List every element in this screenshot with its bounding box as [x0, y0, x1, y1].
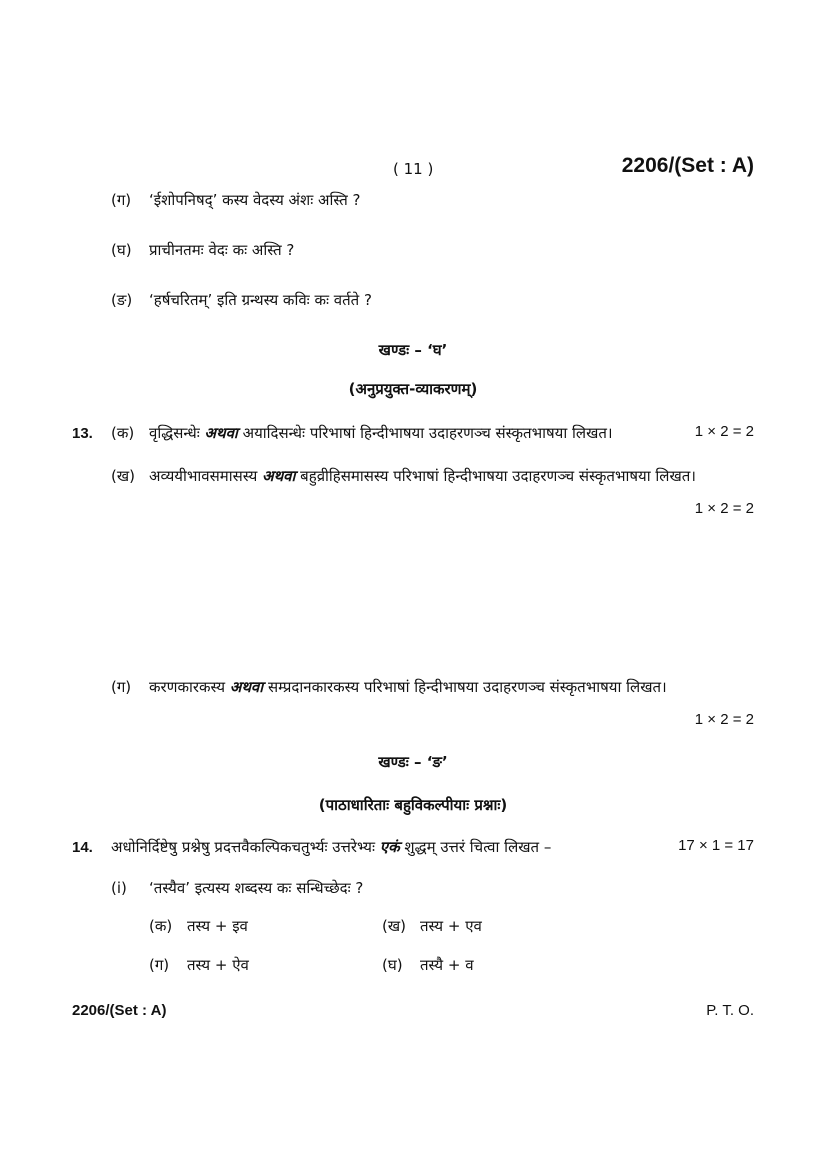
item-label: (ख): [111, 467, 135, 485]
option-label: (ख): [382, 917, 406, 935]
item-text-pre: वृद्धिसन्धेः: [149, 424, 200, 442]
option-label: (घ): [382, 956, 403, 974]
sub-question-text: ‘तस्यैव’ इत्यस्य शब्दस्य कः सन्धिच्छेदः ?: [149, 879, 364, 897]
marks: 17 × 1 = 17: [678, 837, 754, 854]
page-number: ( 11 ): [393, 160, 434, 178]
item-label: (घ): [111, 241, 132, 259]
option-text: तस्य + एव: [420, 917, 482, 935]
option-text: तस्य + ऐव: [187, 956, 249, 974]
section-heading: खण्डः – ‘घ’: [378, 341, 448, 359]
question-text-post: शुद्धम् उत्तरं चित्वा लिखत –: [404, 838, 552, 856]
athava-emphasis: अथवा: [262, 467, 296, 485]
marks: 1 × 2 = 2: [694, 711, 754, 728]
section-subheading: (अनुप्रयुक्त-व्याकरणम्): [348, 380, 478, 398]
question-number: 13.: [72, 425, 93, 442]
footer-pto: P. T. O.: [706, 1002, 754, 1019]
sub-question: [111, 878, 363, 898]
option-label: (क): [149, 917, 173, 935]
item-label: (ग): [111, 191, 132, 209]
option-label: (ग): [149, 956, 170, 974]
item-text: प्राचीनतमः वेदः कः अस्ति ?: [149, 241, 295, 259]
footer-paper-code: 2206/(Set : A): [72, 1002, 167, 1019]
question-text-pre: अधोनिर्दिष्टेषु प्रश्नेषु प्रदत्तवैकल्पिकचतुर्भ्यः उत्तरेभ्यः: [111, 838, 375, 856]
section-subheading: (पाठाधारिताः बहुविकल्पीयाः प्रश्नाः): [318, 796, 508, 814]
option-text: तस्यै + व: [420, 956, 474, 974]
option: [149, 916, 248, 936]
list-item: [111, 240, 294, 260]
list-item: [111, 466, 696, 486]
paper-code: 2206/(Set : A): [621, 154, 754, 177]
item-text-post: बहुव्रीहिसमासस्य परिभाषां हिन्दीभाषया उदाहरणञ्च संस्कृतभाषया लिखत।: [300, 467, 696, 485]
section-heading: खण्डः – ‘ङ’: [378, 753, 448, 771]
item-label: (क): [111, 424, 135, 442]
option-text: तस्य + इव: [187, 917, 248, 935]
option: [149, 955, 249, 975]
item-label: (ग): [111, 678, 132, 696]
question-14: [72, 837, 551, 857]
question-13: [72, 423, 613, 443]
option: [382, 955, 474, 975]
item-text-post: अयादिसन्धेः परिभाषां हिन्दीभाषया उदाहरणञ्च संस्कृतभाषया लिखत।: [242, 424, 613, 442]
list-item: [111, 677, 667, 697]
athava-emphasis: अथवा: [204, 424, 238, 442]
question-number: 14.: [72, 839, 93, 856]
item-text-pre: अव्ययीभावसमासस्य: [149, 467, 258, 485]
item-label: (i): [111, 879, 127, 897]
item-label: (ङ): [111, 291, 133, 309]
marks: 1 × 2 = 2: [694, 423, 754, 440]
emphasis: एकं: [379, 838, 400, 856]
item-text-post: सम्प्रदानकारकस्य परिभाषां हिन्दीभाषया उदाहरणञ्च संस्कृतभाषया लिखत।: [267, 678, 667, 696]
athava-emphasis: अथवा: [229, 678, 264, 696]
item-text: ‘हर्षचरितम्’ इति ग्रन्थस्य कविः कः वर्तते ?: [149, 291, 372, 309]
list-item: [111, 290, 372, 310]
option: [382, 916, 482, 936]
marks: 1 × 2 = 2: [694, 500, 754, 517]
item-text-pre: करणकारकस्य: [149, 678, 226, 696]
list-item: [111, 190, 360, 210]
item-text: ‘ईशोपनिषद्’ कस्य वेदस्य अंशः अस्ति ?: [149, 191, 361, 209]
